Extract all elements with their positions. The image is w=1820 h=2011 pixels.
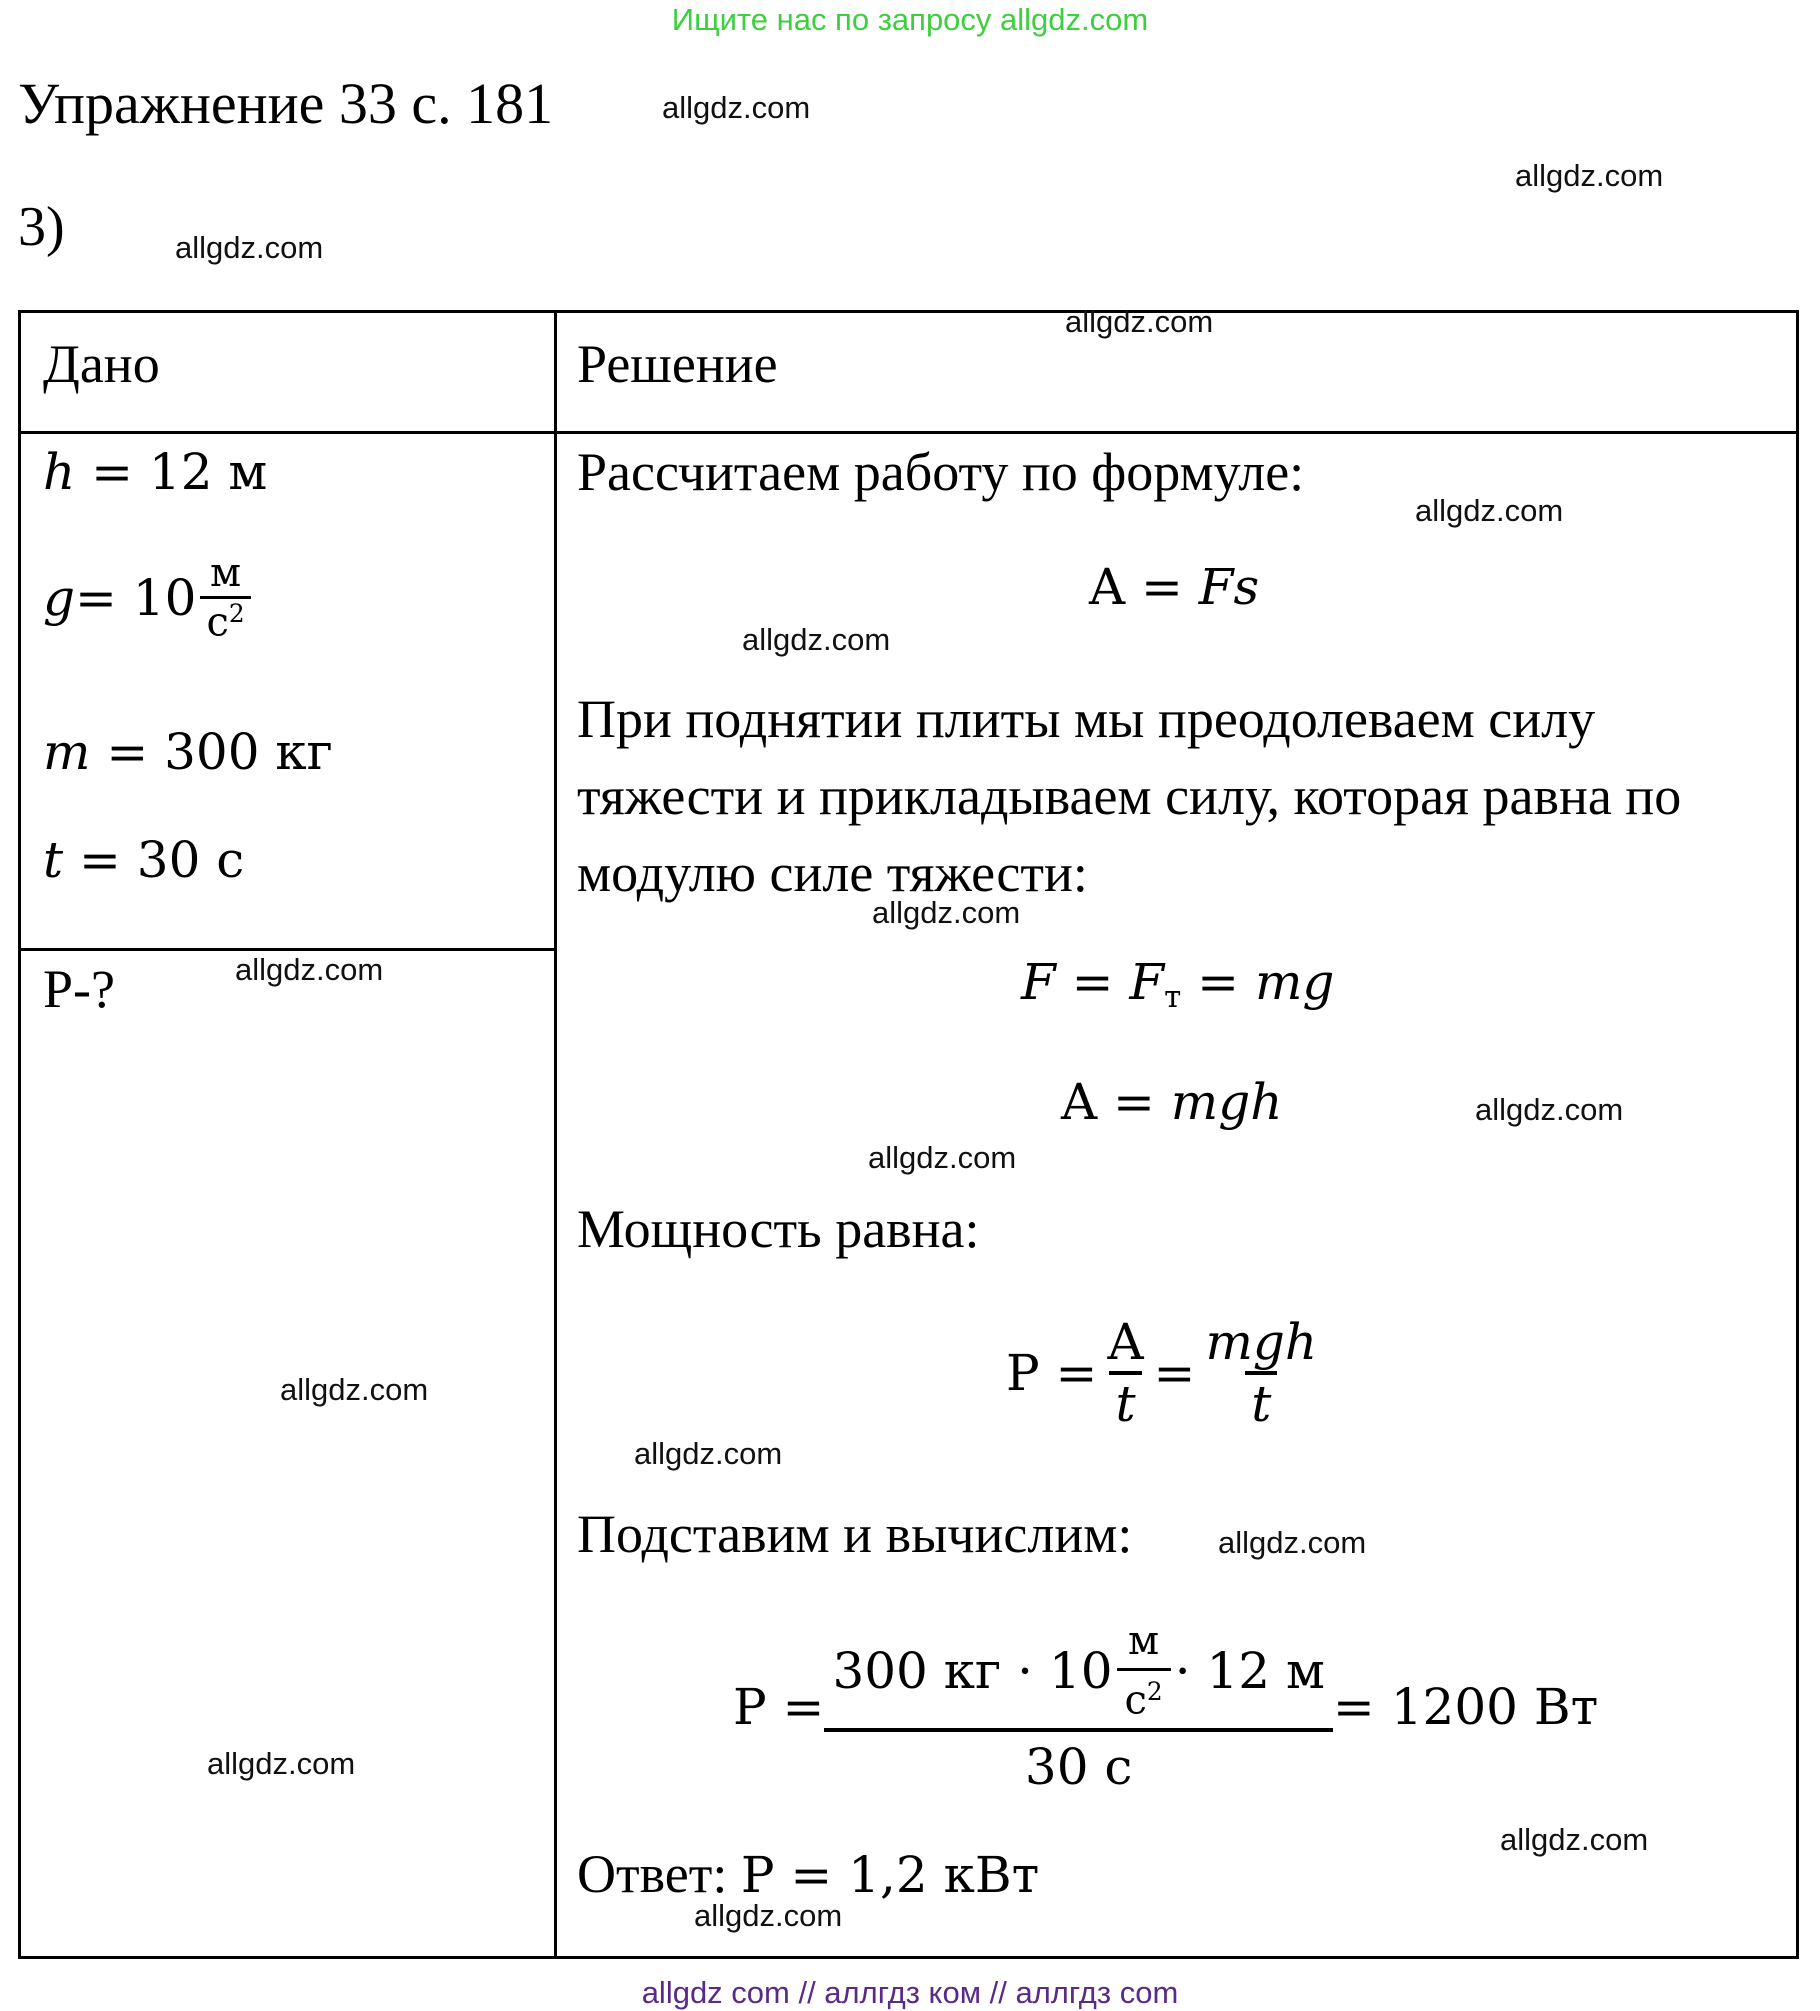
formula-force: $F = F_т$ = mg <box>1021 953 1335 1015</box>
column-divider <box>554 313 557 1956</box>
page-title: Упражнение 33 с. 181 <box>18 71 554 136</box>
footer-links: allgdz com // аллгдз ком // аллгдз com <box>641 1975 1179 2010</box>
solution-table <box>18 310 1799 1959</box>
solution-line-4: Подставим и вычислим: <box>577 1504 1133 1564</box>
watermark-text: allgdz.com <box>280 1372 429 1407</box>
watermark-text: allgdz.com <box>694 1898 843 1933</box>
unit-den: $с^2$ <box>200 596 250 646</box>
value-g: = 10 <box>75 568 197 627</box>
given-g <box>43 550 255 646</box>
var-t: t <box>43 831 64 889</box>
answer-value: P = 1,2 кВт <box>740 1846 1040 1904</box>
watermark-text: allgdz.com <box>634 1436 783 1471</box>
watermark-text: allgdz.com <box>175 230 324 265</box>
header-divider <box>21 431 1796 434</box>
watermark-text: allgdz.com <box>1415 493 1564 528</box>
formula-power: P = $\frac{A}{t}$ = $\frac{\text{mgh}}{t}$ <box>1006 1313 1318 1433</box>
given-m <box>43 723 333 781</box>
value-h: = 12 м <box>75 443 268 501</box>
unit-num: м <box>209 550 242 596</box>
value-m: = 300 кг <box>90 723 333 781</box>
answer <box>577 1843 1039 1905</box>
var-m: m <box>43 723 91 781</box>
answer-label: Ответ: <box>577 1844 741 1904</box>
formula-calculation: P = 300 кг · 10 $\frac{м}{с^2}$ · 12 м 30 с = 1200 Вт <box>733 1618 1599 1796</box>
var-h: h <box>43 443 76 501</box>
subtask-number: 3) <box>18 196 65 258</box>
watermark-text: allgdz.com <box>1515 158 1664 193</box>
formula-work-mgh: A = mgh <box>1061 1073 1283 1131</box>
solution-header: Решение <box>577 334 778 394</box>
watermark-text: allgdz.com <box>872 895 1021 930</box>
formula-work: A = Fs <box>1089 558 1260 616</box>
watermark-text: allgdz.com <box>1500 1822 1649 1857</box>
watermark-text: allgdz.com <box>868 1140 1017 1175</box>
solution-paragraph-2: При поднятии плиты мы преодолеваем силу тяжести и прикладываем силу, которая равна по модулю силе тяжести: <box>577 689 1682 903</box>
calculation-result: = 1200 Вт <box>1332 1677 1599 1736</box>
watermark-text: allgdz.com <box>1475 1092 1624 1127</box>
watermark-text: allgdz.com <box>662 90 811 125</box>
var-g: g <box>43 568 76 627</box>
solution-line-1: Рассчитаем работу по формуле: <box>577 442 1305 502</box>
watermark-text: allgdz.com <box>235 952 384 987</box>
find-p: P-? <box>43 959 115 1019</box>
watermark-text: allgdz.com <box>1065 304 1214 339</box>
unit-ms2 <box>200 550 250 646</box>
given-t <box>43 831 244 889</box>
watermark-text: allgdz.com <box>1218 1525 1367 1560</box>
site-banner: Ищите нас по запросу allgdz.com <box>671 2 1149 37</box>
solution-line-3: Мощность равна: <box>577 1199 980 1259</box>
given-find-divider <box>21 948 556 951</box>
watermark-text: allgdz.com <box>207 1746 356 1781</box>
given-header: Дано <box>43 334 160 394</box>
given-h <box>43 443 267 501</box>
watermark-text: allgdz.com <box>742 622 891 657</box>
value-t: = 30 с <box>63 831 245 889</box>
